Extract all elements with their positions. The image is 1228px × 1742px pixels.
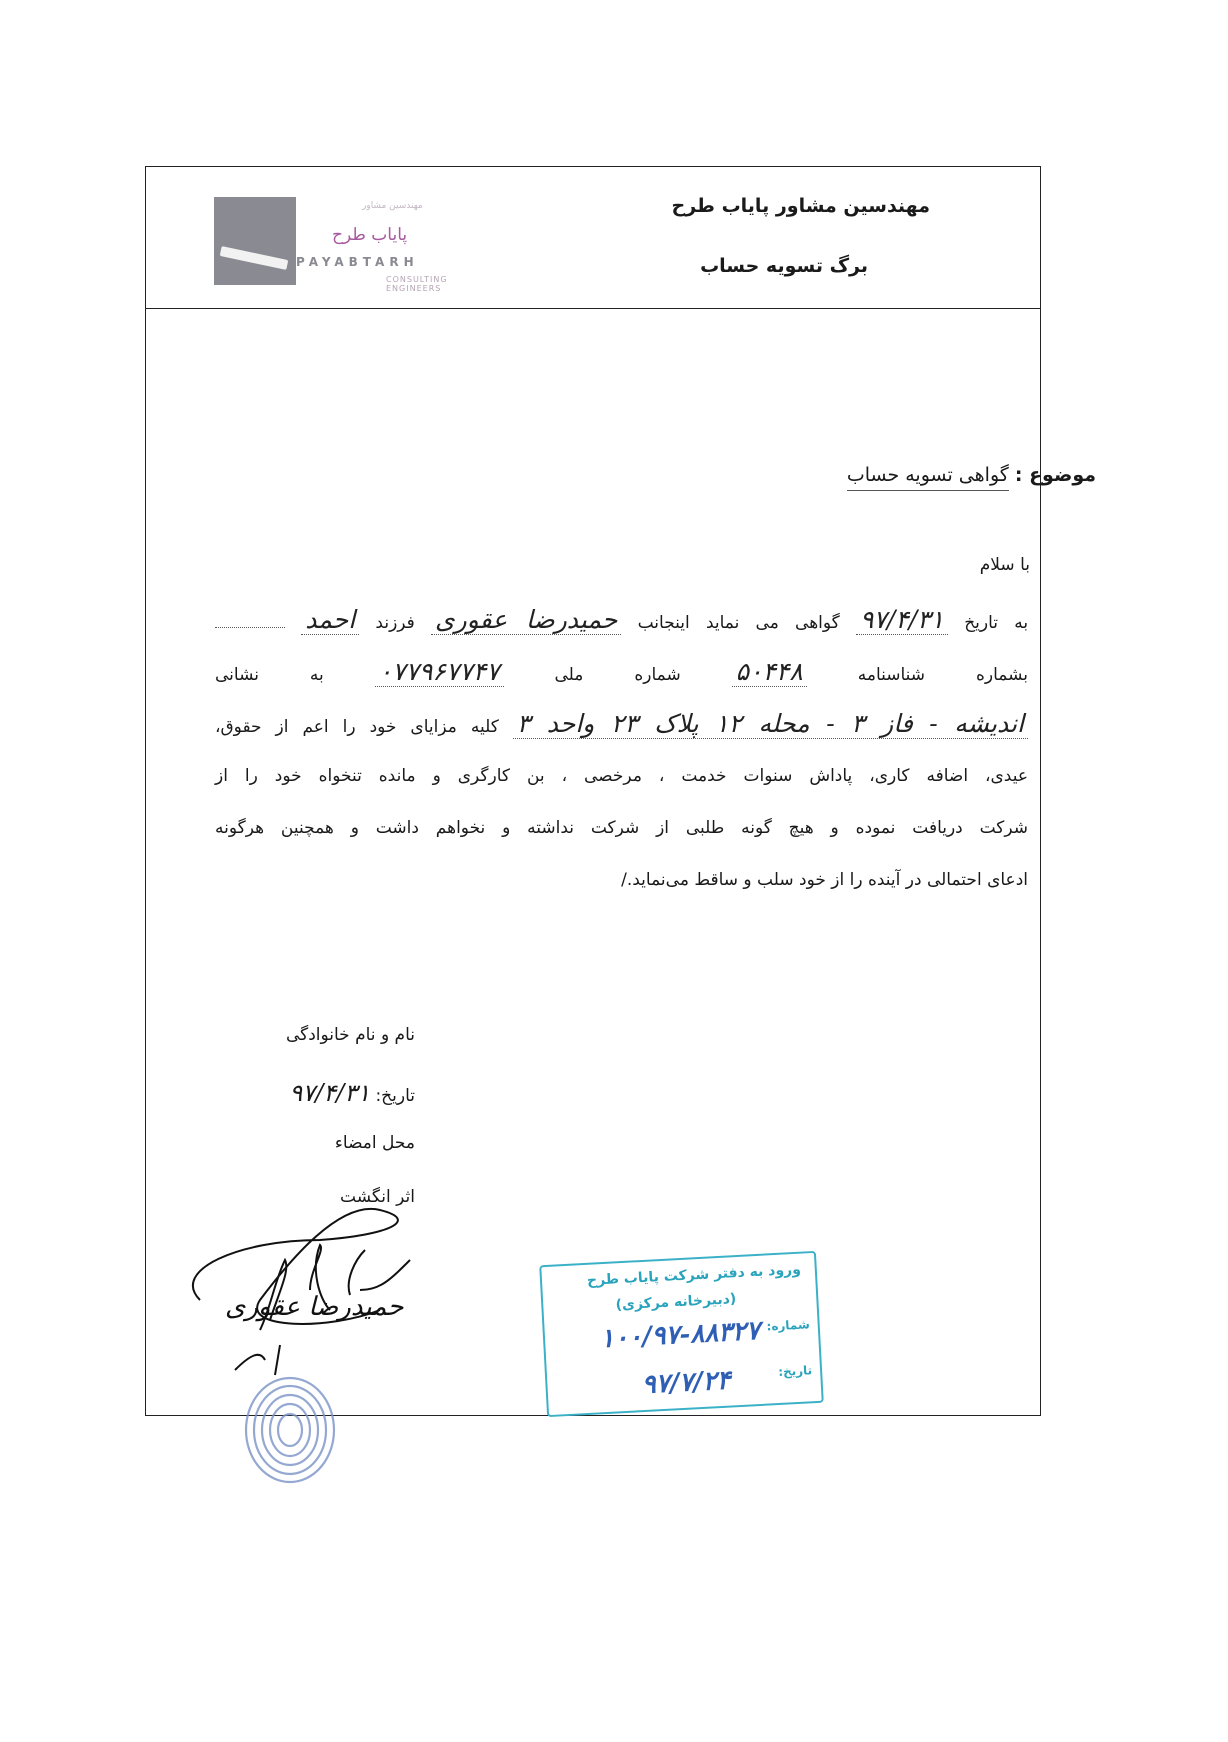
- stamp-line1: ورود به دفتر شرکت پایاب طرح: [586, 1261, 802, 1289]
- handwritten-signature: [180, 1180, 460, 1380]
- logo-sub-text: CONSULTING ENGINEERS: [386, 275, 448, 293]
- greeting: با سلام: [979, 555, 1030, 575]
- text-id-label: بشماره شناسنامه: [857, 665, 1028, 685]
- logo-fa-text: پایاب طرح: [332, 225, 408, 245]
- body-line-2: [215, 646, 1028, 698]
- form-title: برگ تسویه حساب: [700, 255, 868, 277]
- logo-en-text: PAYABTARH: [296, 255, 419, 269]
- fingerprint-label: اثر انگشت: [340, 1187, 415, 1207]
- company-logo: [214, 197, 484, 293]
- signature-place-label: محل امضاء: [334, 1133, 415, 1153]
- handwritten-signer-name: حمیدرضا عقوری: [225, 1292, 404, 1322]
- body-line-3: [215, 698, 1028, 750]
- handwritten-father-name: احمد: [301, 605, 359, 635]
- dotted-fill: [215, 627, 285, 628]
- fingerprint-icon: [240, 1375, 340, 1485]
- body-line-6: ادعای احتمالی در آینده را از خود سلب و ساقط می‌نماید./: [621, 870, 1028, 890]
- date-row: [235, 1079, 415, 1133]
- date-label: تاریخ:: [375, 1086, 415, 1106]
- handwritten-date: ۹۷/۴/۳۱: [856, 605, 948, 635]
- text-date-prefix: به تاریخ: [964, 613, 1029, 633]
- subject-line: [847, 464, 1096, 486]
- handwritten-address: اندیشه - فاز ۳ - محله ۱۲ پلاک ۲۳ واحد ۳: [513, 709, 1028, 739]
- body-line-5: شرکت دریافت نموده و هیچ گونه طلبی از شرکت نداشته و نخواهم داشت و همچنین هرگونه: [215, 818, 1028, 838]
- text-address-label: به نشانی: [215, 665, 324, 685]
- handwritten-id-number: ۵۰۴۴۸: [732, 657, 807, 687]
- signed-date: ۹۷/۴/۳۱: [289, 1079, 371, 1107]
- subject-label: موضوع :: [1014, 464, 1096, 486]
- text-benefits: کلیه مزایای خود را اعم از حقوق،: [215, 717, 499, 737]
- body-line-1: [215, 594, 1028, 646]
- certificate-body: [215, 594, 1028, 906]
- stamp-date-value: ۹۷/۷/۲۴: [641, 1365, 732, 1401]
- stamp-number-value: ۱۰۰/۹۷-۸۸۳۲۷: [599, 1315, 761, 1355]
- body-line-4: عیدی، اضافه کاری، پاداش سنوات خدمت ، مرخصی ، بن کارگری و مانده تنخواه خود را از: [215, 766, 1028, 786]
- stamp-line2: (دبیرخانه مرکزی): [615, 1291, 737, 1314]
- subject-value: گواهی تسویه حساب: [847, 464, 1009, 491]
- text-national-label: شماره ملی: [554, 665, 681, 685]
- stamp-number-label: شماره:: [766, 1317, 811, 1334]
- handwritten-name: حمیدرضا عقوری: [431, 605, 621, 635]
- logo-top-text: مهندسین مشاور: [362, 201, 423, 211]
- stamp-date-label: تاریخ:: [777, 1363, 813, 1379]
- text-certifies: گواهی می نماید اینجانب: [637, 613, 840, 633]
- header-divider: [146, 308, 1040, 309]
- handwritten-national-number: ۰۷۷۹۶۷۷۴۷: [375, 657, 504, 687]
- text-child-of: فرزند: [375, 613, 415, 633]
- receipt-stamp: [539, 1251, 824, 1417]
- logo-mark: [214, 197, 296, 285]
- name-label: نام و نام خانوادگی: [285, 1025, 415, 1045]
- company-name: مهندسین مشاور پایاب طرح: [671, 195, 930, 217]
